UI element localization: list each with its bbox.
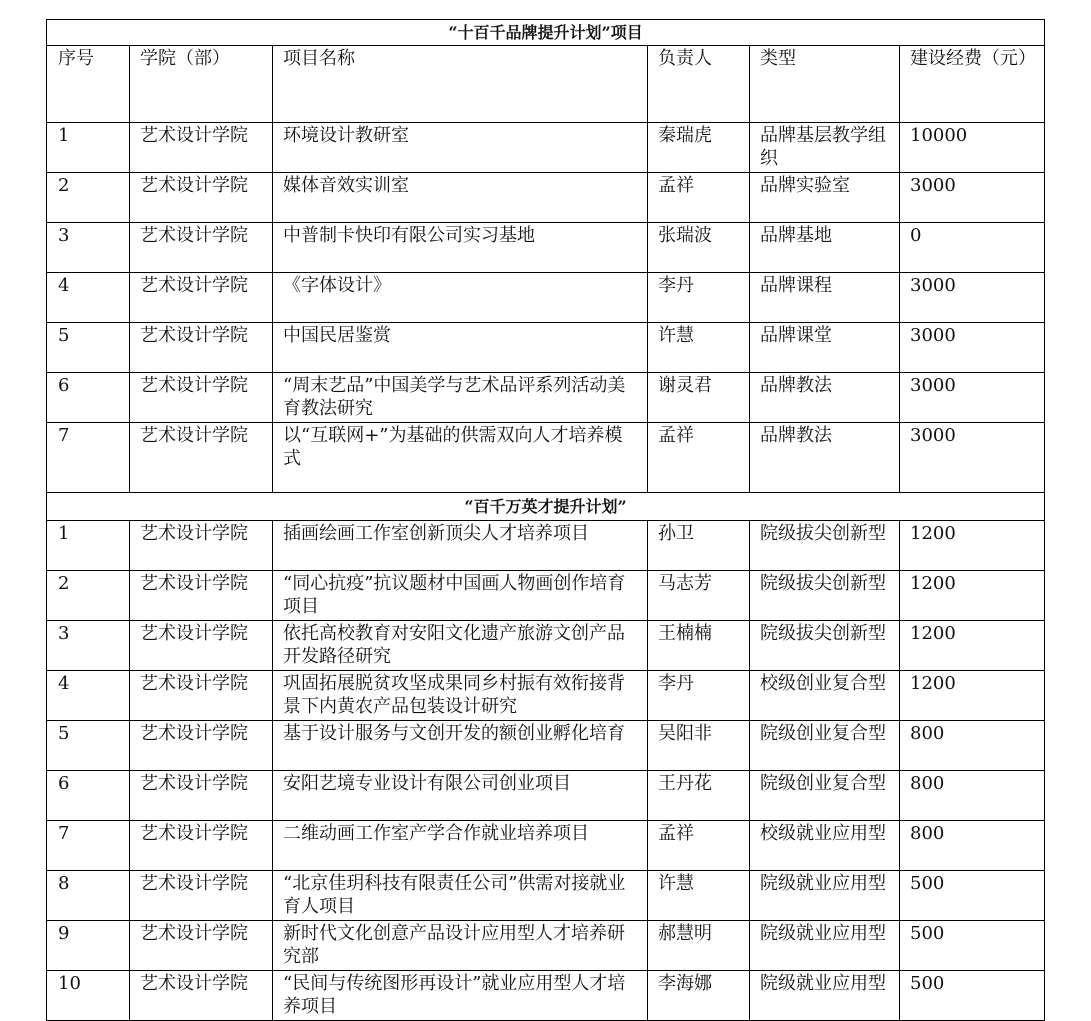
owner-cell: 马志芳 — [648, 571, 750, 621]
college-cell: 艺术设计学院 — [130, 373, 273, 423]
funding-cell: 3000 — [900, 323, 1045, 373]
project-table — [46, 19, 1045, 1021]
index-cell: 4 — [47, 273, 130, 323]
index-cell: 1 — [47, 521, 130, 571]
owner-cell: 秦瑞虎 — [648, 123, 750, 173]
type-cell: 品牌课堂 — [750, 323, 900, 373]
college-cell: 艺术设计学院 — [130, 721, 273, 771]
funding-cell: 500 — [900, 871, 1045, 921]
funding-cell: 800 — [900, 821, 1045, 871]
owner-cell: 孙卫 — [648, 521, 750, 571]
funding-cell: 3000 — [900, 273, 1045, 323]
funding-cell: 1200 — [900, 521, 1045, 571]
project-name-cell: “北京佳玥科技有限责任公司”供需对接就业育人项目 — [273, 871, 648, 921]
index-cell: 2 — [47, 571, 130, 621]
table-row — [47, 123, 1045, 173]
header-cell-funding: 建设经费（元） — [900, 46, 1045, 123]
funding-cell: 500 — [900, 971, 1045, 1021]
project-name-cell: 新时代文化创意产品设计应用型人才培养研究部 — [273, 921, 648, 971]
header-row — [47, 46, 1045, 123]
project-name-cell: 环境设计教研室 — [273, 123, 648, 173]
owner-cell: 孟祥 — [648, 423, 750, 493]
project-name-cell: 安阳艺境专业设计有限公司创业项目 — [273, 771, 648, 821]
funding-cell: 3000 — [900, 173, 1045, 223]
project-name-cell: 依托高校教育对安阳文化遗产旅游文创产品开发路径研究 — [273, 621, 648, 671]
project-name-cell: “民间与传统图形再设计”就业应用型人才培养项目 — [273, 971, 648, 1021]
project-name-cell: 二维动画工作室产学合作就业培养项目 — [273, 821, 648, 871]
project-name-cell: “同心抗疫”抗议题材中国画人物画创作培育项目 — [273, 571, 648, 621]
college-cell: 艺术设计学院 — [130, 323, 273, 373]
index-cell: 7 — [47, 423, 130, 493]
table-row — [47, 821, 1045, 871]
type-cell: 品牌课程 — [750, 273, 900, 323]
type-cell: 品牌教法 — [750, 373, 900, 423]
funding-cell: 500 — [900, 921, 1045, 971]
type-cell: 校级就业应用型 — [750, 821, 900, 871]
type-cell: 院级拔尖创新型 — [750, 521, 900, 571]
owner-cell: 孟祥 — [648, 173, 750, 223]
index-cell: 10 — [47, 971, 130, 1021]
funding-cell: 800 — [900, 721, 1045, 771]
type-cell: 院级创业复合型 — [750, 721, 900, 771]
table-row — [47, 323, 1045, 373]
table-row — [47, 423, 1045, 493]
project-name-cell: “周末艺品”中国美学与艺术品评系列活动美育教法研究 — [273, 373, 648, 423]
owner-cell: 吴阳非 — [648, 721, 750, 771]
header-cell-project: 项目名称 — [273, 46, 648, 123]
index-cell: 1 — [47, 123, 130, 173]
index-cell: 7 — [47, 821, 130, 871]
funding-cell: 1200 — [900, 671, 1045, 721]
type-cell: 品牌实验室 — [750, 173, 900, 223]
table-row — [47, 871, 1045, 921]
table-row — [47, 521, 1045, 571]
table-row — [47, 571, 1045, 621]
project-name-cell: 巩固拓展脱贫攻坚成果同乡村振有效衔接背景下内黄农产品包装设计研究 — [273, 671, 648, 721]
table-row — [47, 771, 1045, 821]
section-title-row — [47, 20, 1045, 46]
index-cell: 2 — [47, 173, 130, 223]
index-cell: 5 — [47, 721, 130, 771]
table-body — [47, 20, 1045, 1021]
college-cell: 艺术设计学院 — [130, 821, 273, 871]
index-cell: 8 — [47, 871, 130, 921]
project-name-cell: 以“互联网+”为基础的供需双向人才培养模式 — [273, 423, 648, 493]
type-cell: 院级拔尖创新型 — [750, 621, 900, 671]
table-row — [47, 971, 1045, 1021]
type-cell: 校级创业复合型 — [750, 671, 900, 721]
college-cell: 艺术设计学院 — [130, 273, 273, 323]
index-cell: 4 — [47, 671, 130, 721]
index-cell: 3 — [47, 223, 130, 273]
index-cell: 9 — [47, 921, 130, 971]
owner-cell: 张瑞波 — [648, 223, 750, 273]
table-row — [47, 621, 1045, 671]
table-row — [47, 721, 1045, 771]
funding-cell: 0 — [900, 223, 1045, 273]
header-cell-college: 学院（部） — [130, 46, 273, 123]
type-cell: 院级拔尖创新型 — [750, 571, 900, 621]
table-row — [47, 223, 1045, 273]
table-row — [47, 921, 1045, 971]
table-row — [47, 173, 1045, 223]
type-cell: 院级就业应用型 — [750, 871, 900, 921]
funding-cell: 10000 — [900, 123, 1045, 173]
owner-cell: 李丹 — [648, 273, 750, 323]
index-cell: 6 — [47, 771, 130, 821]
header-cell-index: 序号 — [47, 46, 130, 123]
funding-cell: 800 — [900, 771, 1045, 821]
type-cell: 品牌教法 — [750, 423, 900, 493]
college-cell: 艺术设计学院 — [130, 921, 273, 971]
owner-cell: 谢灵君 — [648, 373, 750, 423]
owner-cell: 许慧 — [648, 871, 750, 921]
college-cell: 艺术设计学院 — [130, 423, 273, 493]
index-cell: 6 — [47, 373, 130, 423]
college-cell: 艺术设计学院 — [130, 971, 273, 1021]
project-name-cell: 媒体音效实训室 — [273, 173, 648, 223]
project-name-cell: 《字体设计》 — [273, 273, 648, 323]
funding-cell: 3000 — [900, 373, 1045, 423]
college-cell: 艺术设计学院 — [130, 173, 273, 223]
type-cell: 品牌基地 — [750, 223, 900, 273]
college-cell: 艺术设计学院 — [130, 521, 273, 571]
college-cell: 艺术设计学院 — [130, 671, 273, 721]
funding-cell: 1200 — [900, 621, 1045, 671]
type-cell: 院级就业应用型 — [750, 971, 900, 1021]
section-title: “百千万英才提升计划” — [47, 493, 1045, 521]
table-row — [47, 671, 1045, 721]
type-cell: 院级就业应用型 — [750, 921, 900, 971]
type-cell: 品牌基层教学组织 — [750, 123, 900, 173]
owner-cell: 李海娜 — [648, 971, 750, 1021]
section-title: “十百千品牌提升计划”项目 — [47, 20, 1045, 46]
project-name-cell: 中国民居鉴赏 — [273, 323, 648, 373]
college-cell: 艺术设计学院 — [130, 223, 273, 273]
section-title-row — [47, 493, 1045, 521]
type-cell: 院级创业复合型 — [750, 771, 900, 821]
owner-cell: 王楠楠 — [648, 621, 750, 671]
index-cell: 3 — [47, 621, 130, 671]
index-cell: 5 — [47, 323, 130, 373]
owner-cell: 王丹花 — [648, 771, 750, 821]
college-cell: 艺术设计学院 — [130, 771, 273, 821]
owner-cell: 孟祥 — [648, 821, 750, 871]
project-name-cell: 插画绘画工作室创新顶尖人才培养项目 — [273, 521, 648, 571]
funding-cell: 3000 — [900, 423, 1045, 493]
college-cell: 艺术设计学院 — [130, 621, 273, 671]
owner-cell: 郝慧明 — [648, 921, 750, 971]
project-name-cell: 中普制卡快印有限公司实习基地 — [273, 223, 648, 273]
header-cell-type: 类型 — [750, 46, 900, 123]
owner-cell: 李丹 — [648, 671, 750, 721]
college-cell: 艺术设计学院 — [130, 871, 273, 921]
project-name-cell: 基于设计服务与文创开发的额创业孵化培育 — [273, 721, 648, 771]
funding-cell: 1200 — [900, 571, 1045, 621]
header-cell-owner: 负责人 — [648, 46, 750, 123]
table-row — [47, 273, 1045, 323]
college-cell: 艺术设计学院 — [130, 571, 273, 621]
owner-cell: 许慧 — [648, 323, 750, 373]
table-row — [47, 373, 1045, 423]
college-cell: 艺术设计学院 — [130, 123, 273, 173]
